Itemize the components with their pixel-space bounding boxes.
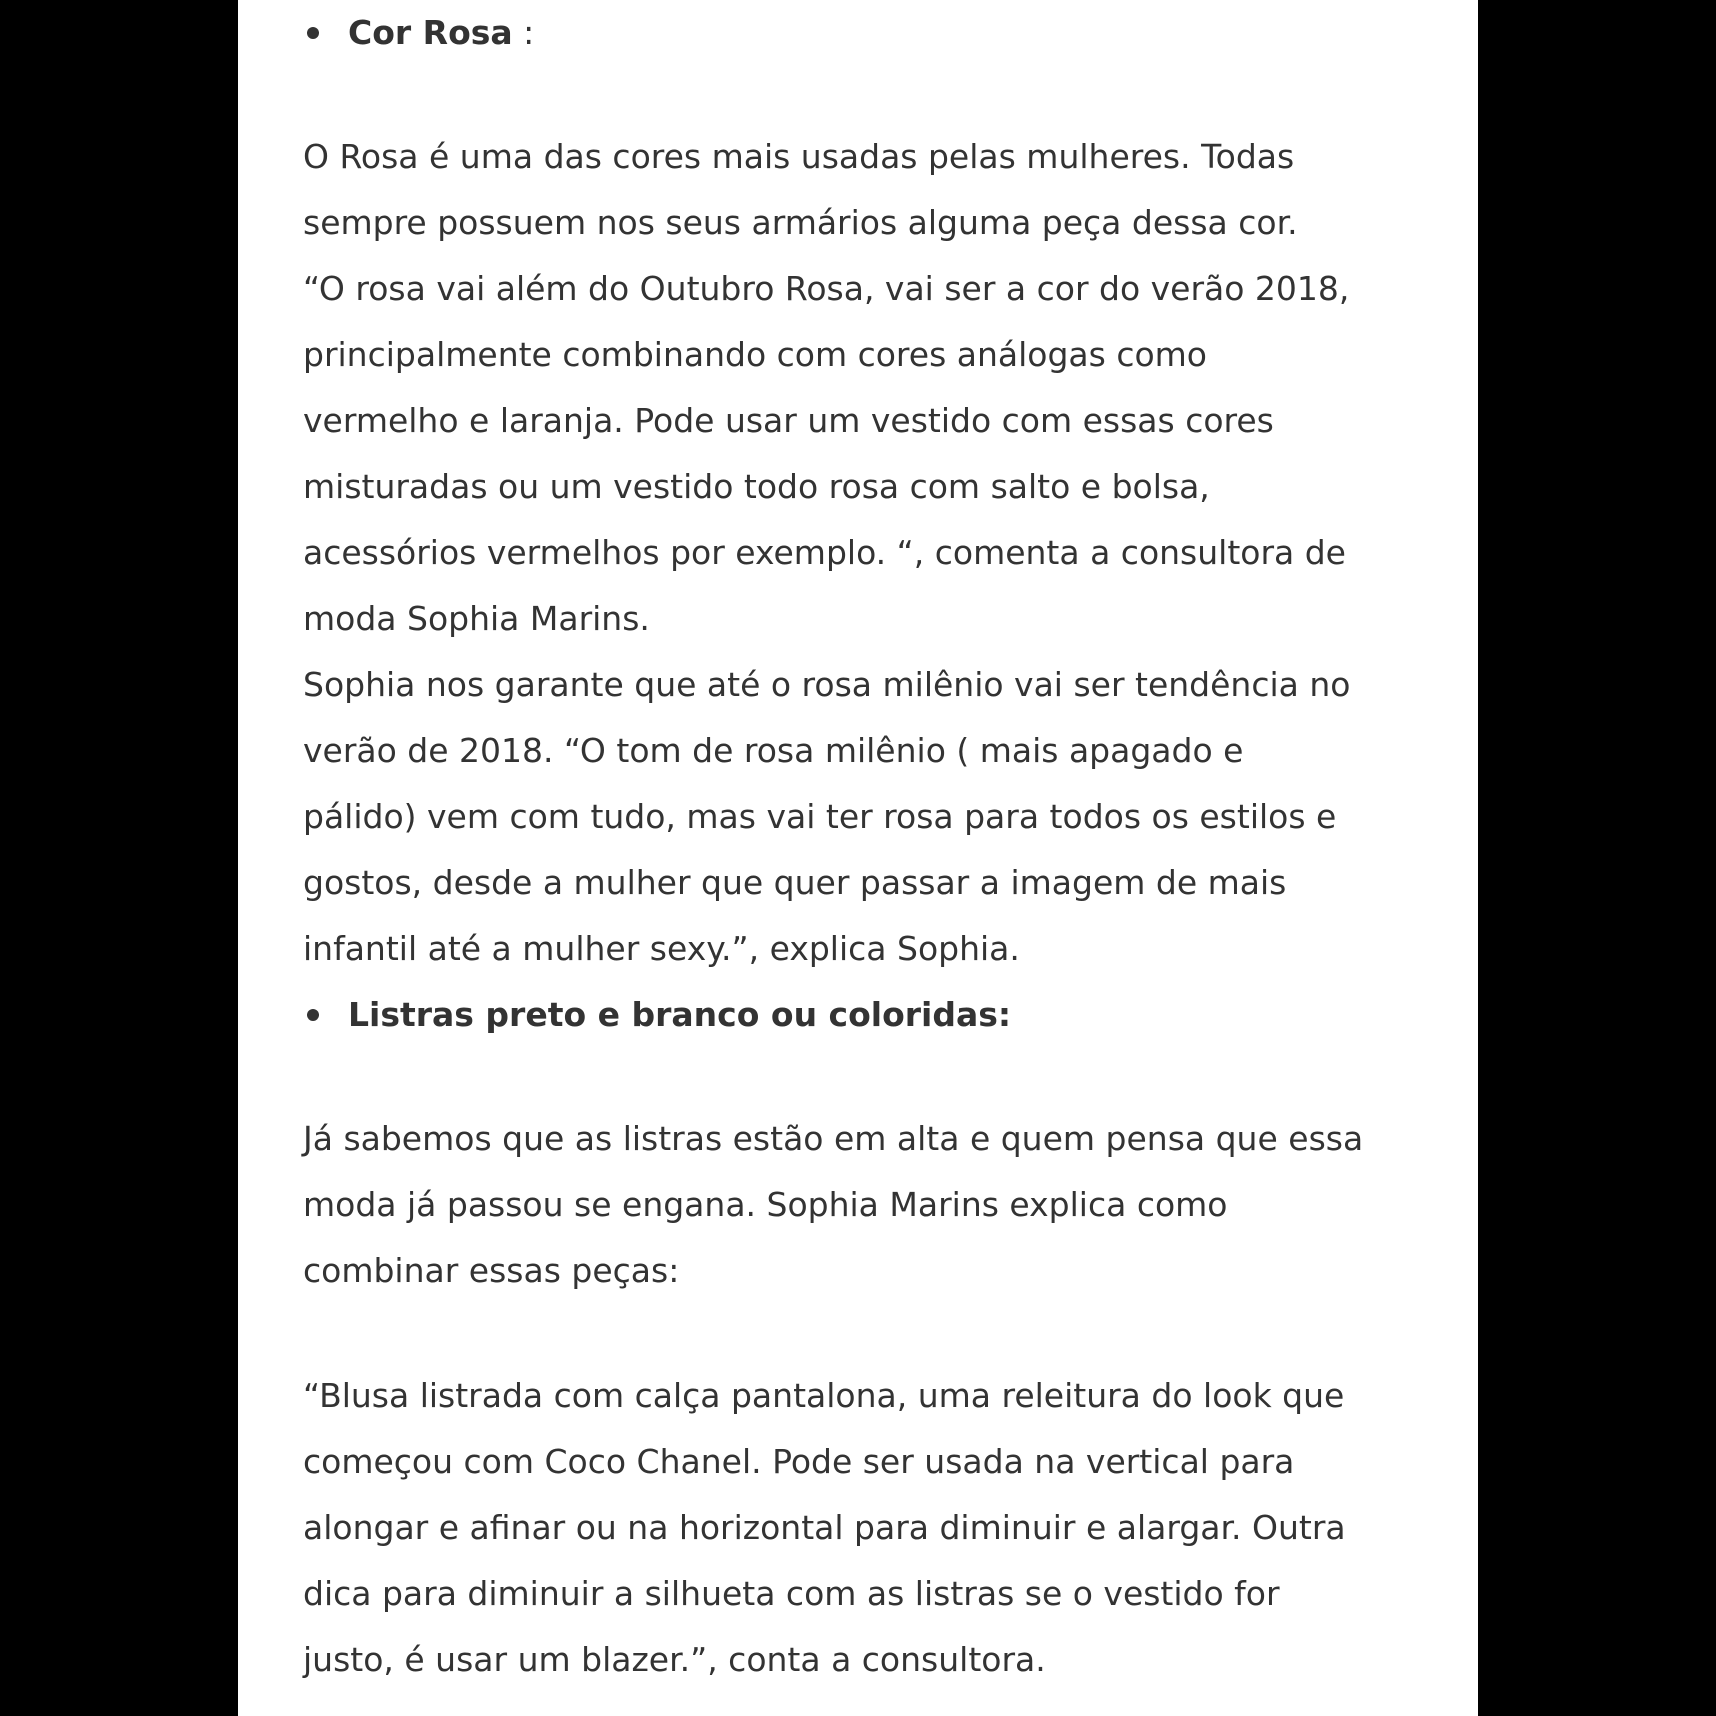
text-line: vermelho e laranja. Pode usar um vestido com essas cores xyxy=(303,401,1274,440)
text-line: começou com Coco Chanel. Pode ser usada na vertical para xyxy=(303,1442,1295,1481)
text-line: principalmente combinando com cores análogas como xyxy=(303,335,1207,374)
list-item-cor-rosa xyxy=(303,0,1443,66)
text-line: verão de 2018. “O tom de rosa milênio ( mais apagado e xyxy=(303,731,1244,770)
text-line: alongar e afinar ou na horizontal para diminuir e alargar. Outra xyxy=(303,1508,1346,1547)
text-line: pálido) vem com tudo, mas vai ter rosa para todos os estilos e xyxy=(303,797,1337,836)
article-page xyxy=(238,0,1478,1716)
article-content xyxy=(303,0,1443,1693)
text-line: moda Sophia Marins. xyxy=(303,599,650,638)
text-line: acessórios vermelhos por exemplo. “, comenta a consultora de xyxy=(303,533,1346,572)
text-line: O Rosa é uma das cores mais usadas pelas mulheres. Todas xyxy=(303,137,1295,176)
text-line: infantil até a mulher sexy.”, explica Sophia. xyxy=(303,929,1020,968)
spacer xyxy=(303,1048,1443,1106)
text-line: moda já passou se engana. Sophia Marins explica como xyxy=(303,1185,1228,1224)
section-title-suffix: : xyxy=(512,13,535,52)
paragraph-listras-intro xyxy=(303,1106,1443,1304)
spacer xyxy=(303,1304,1443,1363)
text-line: “O rosa vai além do Outubro Rosa, vai ser a cor do verão 2018, xyxy=(303,269,1350,308)
text-line: combinar essas peças: xyxy=(303,1251,680,1290)
paragraph-listras-quote xyxy=(303,1363,1443,1693)
text-line: sempre possuem nos seus armários alguma peça dessa cor. xyxy=(303,203,1298,242)
text-line: dica para diminuir a silhueta com as listras se o vestido for xyxy=(303,1574,1280,1613)
section-title-cor-rosa: Cor Rosa xyxy=(348,13,513,52)
bullet-icon xyxy=(307,1009,319,1021)
list-item-listras xyxy=(303,982,1443,1048)
text-line: Sophia nos garante que até o rosa milênio vai ser tendência no xyxy=(303,665,1351,704)
text-line: misturadas ou um vestido todo rosa com salto e bolsa, xyxy=(303,467,1210,506)
text-line: justo, é usar um blazer.”, conta a consultora. xyxy=(303,1640,1046,1679)
spacer xyxy=(303,66,1443,124)
bullet-icon xyxy=(307,27,319,39)
text-line: “Blusa listrada com calça pantalona, uma releitura do look que xyxy=(303,1376,1345,1415)
text-line: gostos, desde a mulher que quer passar a imagem de mais xyxy=(303,863,1287,902)
section-title-listras: Listras preto e branco ou coloridas: xyxy=(348,995,1012,1034)
paragraph-cor-rosa xyxy=(303,124,1443,982)
text-line: Já sabemos que as listras estão em alta e quem pensa que essa xyxy=(303,1119,1364,1158)
